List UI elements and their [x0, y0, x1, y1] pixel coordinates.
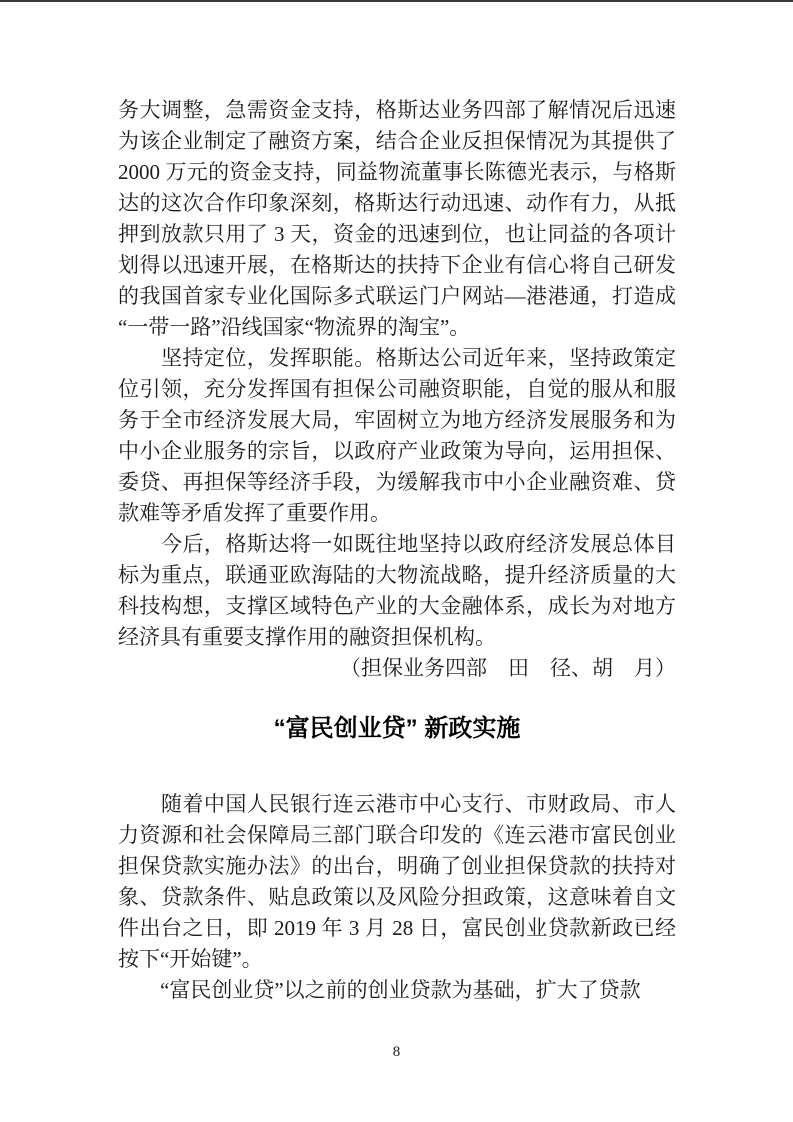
text-line: 力资源和社会保障局三部门联合印发的《连云港市富民创业 [118, 823, 676, 847]
scan-edge-artifact [0, 0, 793, 2]
text-line: “富民创业贷”以之前的创业贷款为基础，扩大了贷款 [118, 978, 641, 1002]
text-line: 的我国首家专业化国际多式联运门户网站—港港通，打造成 [118, 284, 676, 308]
text-line: 款难等矛盾发挥了重要作用。 [118, 501, 391, 525]
text-line: 坚持定位，发挥职能。格斯达公司近年来，坚持政策定 [118, 346, 676, 370]
text-line: 今后，格斯达将一如既往地坚持以政府经济发展总体目 [118, 532, 676, 556]
text-line: 为该企业制定了融资方案，结合企业反担保情况为其提供了 [118, 129, 676, 153]
text-line: 象、贷款条件、贴息政策以及风险分担政策，这意味着自文 [118, 885, 676, 909]
text-line: 经济具有重要支撑作用的融资担保机构。 [118, 625, 496, 649]
paragraph-business-case [118, 95, 676, 343]
text-line: 科技构想，支撑区域特色产业的大金融体系，成长为对地方 [118, 594, 676, 618]
page-content [118, 95, 676, 1006]
text-line: 中小企业服务的宗旨，以政府产业政策为导向，运用担保、 [118, 439, 676, 463]
page-number: 8 [392, 1044, 401, 1060]
text-line: “一带一路”沿线国家“物流界的淘宝”。 [118, 315, 471, 339]
text-line: 标为重点，联通亚欧海陆的大物流战略，提升经济质量的大 [118, 563, 676, 587]
text-line: 务大调整，急需资金支持，格斯达业务四部了解情况后迅速 [118, 98, 676, 122]
text-line: 达的这次合作印象深刻，格斯达行动迅速、动作有力，从抵 [118, 191, 676, 215]
text-line: 件出台之日，即 2019 年 3 月 28 日，富民创业贷款新政已经 [118, 916, 676, 940]
text-line: 划得以迅速开展，在格斯达的扶持下企业有信心将自己研发 [118, 253, 676, 277]
paragraph-loan-basis [118, 975, 676, 1006]
text-line: 委贷、再担保等经济手段，为缓解我市中小企业融资难、贷 [118, 470, 676, 494]
paragraph-policy-intro [118, 789, 676, 975]
text-line: 2000 万元的资金支持，同益物流董事长陈德光表示，与格斯 [118, 160, 676, 184]
text-line: 担保贷款实施办法》的出台，明确了创业担保贷款的扶持对 [118, 854, 676, 878]
text-line: 位引领，充分发挥国有担保公司融资职能，自觉的服从和服 [118, 377, 676, 401]
paragraph-positioning [118, 343, 676, 529]
article-title: “富民创业贷” 新政实施 [273, 715, 521, 742]
text-line: 押到放款只用了 3 天，资金的迅速到位，也让同益的各项计 [118, 222, 676, 246]
text-line: 务于全市经济发展大局，牢固树立为地方经济发展服务和为 [118, 408, 676, 432]
paragraph-future-outlook [118, 529, 676, 653]
article-byline: （担保业务四部 田 径、胡 月） [340, 656, 676, 680]
text-line: 按下“开始键”。 [118, 947, 263, 971]
text-line: 随着中国人民银行连云港市中心支行、市财政局、市人 [118, 792, 676, 816]
